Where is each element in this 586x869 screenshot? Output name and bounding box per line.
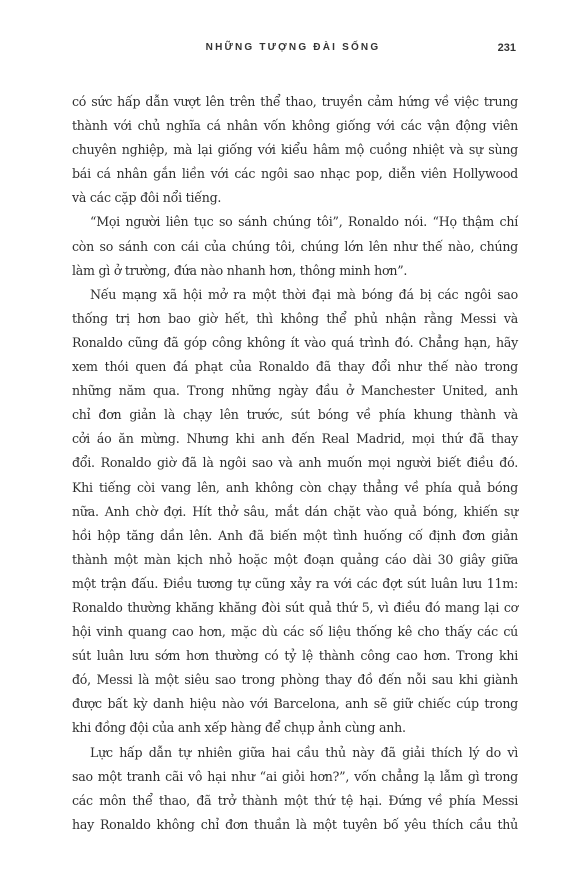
text-line: Khi tiếng còi vang lên, anh không còn chạy thẳng về phía quả bóng (72, 479, 518, 495)
text-line: và các cặp đôi nổi tiếng. (72, 190, 222, 206)
text-line: thành với chủ nghĩa cá nhân vốn không giống với các vận động viên (72, 118, 518, 134)
text-line: chỉ đơn giản là chạy lên trước, sút bóng về phía khung thành và (72, 407, 518, 423)
text-line: Lực hấp dẫn tự nhiên giữa hai cầu thủ này đã giải thích lý do vì (90, 744, 518, 760)
text-line: nữa. Anh chờ đợi. Hít thở sâu, mắt dán chặt vào quả bóng, khiến sự (72, 503, 518, 519)
text-line: “Mọi người liên tục so sánh chúng tôi”, Ronaldo nói. “Họ thậm chí (90, 214, 518, 230)
text-line: các môn thể thao, đã trở thành một thứ tệ hại. Đứng về phía Messi (72, 792, 518, 808)
text-line: sút luân lưu sớm hơn thường có tỷ lệ thành công cao hơn. Trong khi (72, 648, 518, 664)
text-line: đó, Messi là một siêu sao trong phòng thay đồ đến nỗi sau khi giành (72, 672, 518, 688)
page-number: 231 (497, 42, 516, 54)
running-title: NHỮNG TƯỢNG ĐÀI SỐNG (205, 42, 381, 53)
paragraph (72, 210, 518, 282)
text-line: thành một màn kịch nhỏ hoặc một đoạn quảng cáo dài 30 giây giữa (72, 551, 518, 567)
text-line: đổi. Ronaldo giờ đã là ngôi sao và anh muốn mọi người biết điều đó. (72, 455, 518, 471)
text-line: chuyên nghiệp, mà lại giống với kiểu hâm mộ cuồng nhiệt và sự sùng (72, 142, 518, 158)
text-line: làm gì ở trường, đứa nào nhanh hơn, thông minh hơn”. (72, 262, 408, 278)
text-line: Ronaldo cũng đã góp công không ít vào quá trình đó. Chẳng hạn, hãy (72, 334, 518, 350)
paragraph (72, 283, 518, 741)
text-line: bái cá nhân gắn liền với các ngôi sao nhạc pop, diễn viên Hollywood (72, 166, 518, 182)
text-line: hay Ronaldo không chỉ đơn thuần là một tuyên bố yêu thích cầu thủ (72, 816, 518, 832)
text-line: thống trị hơn bao giờ hết, thì không thể phủ nhận rằng Messi và (72, 310, 518, 326)
text-line: những năm qua. Trong những ngày đầu ở Manchester United, anh (72, 383, 518, 399)
paragraph (72, 741, 518, 837)
text-line: khi đồng đội của anh xếp hàng để chụp ảnh cùng anh. (72, 720, 406, 736)
text-line: được bất kỳ danh hiệu nào với Barcelona, anh sẽ giữ chiếc cúp trong (72, 696, 518, 712)
text-line: hội vinh quang cao hơn, mặc dù các số liệu thống kê cho thấy các cú (72, 624, 518, 640)
paragraph (72, 90, 518, 210)
text-line: cởi áo ăn mừng. Nhưng khi anh đến Real Madrid, mọi thứ đã thay (72, 431, 518, 447)
running-header (0, 42, 586, 60)
text-line: hồi hộp tăng dần lên. Anh đã biến một tình huống cố định đơn giản (72, 527, 518, 543)
text-line: xem thói quen đá phạt của Ronaldo đã thay đổi như thế nào trong (72, 359, 518, 375)
text-line: còn so sánh con cái của chúng tôi, chúng lớn lên như thế nào, chúng (72, 238, 518, 254)
text-line: một trận đấu. Điều tương tự cũng xảy ra với các đợt sút luân lưu 11m: (72, 575, 518, 591)
text-line: sao một tranh cãi vô hại như “ai giỏi hơn?”, vốn chẳng lạ lẫm gì trong (72, 768, 518, 784)
body-text (72, 90, 518, 837)
text-line: Nếu mạng xã hội mở ra một thời đại mà bóng đá bị các ngôi sao (90, 286, 518, 302)
text-line: có sức hấp dẫn vượt lên trên thể thao, truyền cảm hứng về việc trung (72, 94, 518, 109)
text-line: Ronaldo thường khăng khăng đòi sút quả thứ 5, vì điều đó mang lại cơ (72, 599, 518, 615)
